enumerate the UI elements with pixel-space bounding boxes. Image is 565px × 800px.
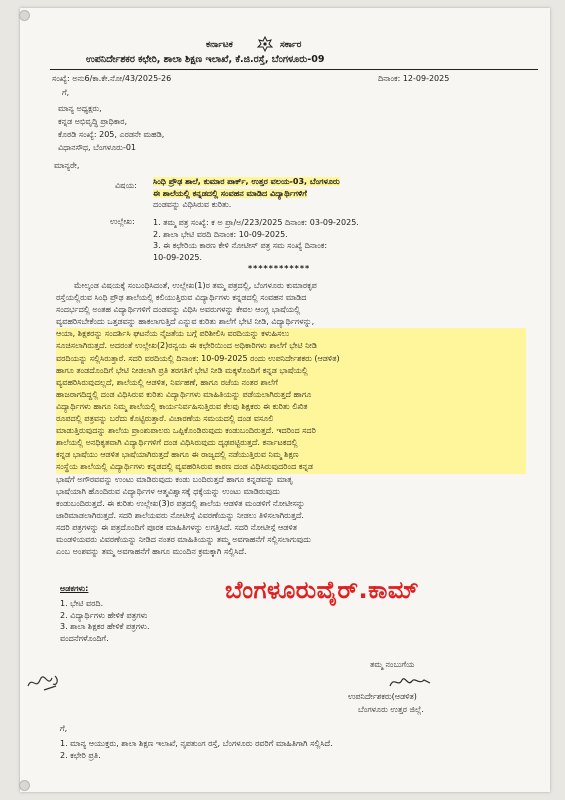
yours-faithfully: ತಮ್ಮ ನಂಬುಗೆಯ [370, 660, 415, 669]
body-line: ಆಯಾ, ಶಿಕ್ಷಕರನ್ನು ಸಂದರ್ಶಿಸಿ ಘಟನೆಯ ನೈಜತೆಯ ಬಗ್ಗೆ ಪರಿಶೀಲಿಸಿ ವರದಿಯನ್ನು ಕಳುಹಿಸಲು [56, 328, 526, 340]
body-line: ಹಾಗೂ ತಂಡದೊಂದಿಗೆ ಭೇಟಿ ನೀಡಲಾಗಿ ಪ್ರತಿ ತರಗತಿಗೆ ಭೇಟಿ ನೀಡಿ ಮಕ್ಕಳೊಂದಿಗೆ ಕನ್ನಡ ಭಾಷೆಯಲ್ಲಿ [56, 365, 526, 377]
subject-label: ವಿಷಯ: [115, 181, 137, 190]
body-line: ವರದಿಯನ್ನು ಸಲ್ಲಿಸಿರುತ್ತಾರೆ. ಸದರಿ ವರದಿಯಲ್ಲಿ ದಿನಾಂಕ: 10-09-2025 ರಂದು ಉಪನಿರ್ದೇಶಕರು (ಆಡಳಿತ) [56, 353, 526, 365]
addressee-line: ಮಾನ್ಯ ಅಧ್ಯಕ್ಷರು, [58, 104, 102, 113]
body-line: ಸಂಸ್ಥೆಯ ಶಾಲೆಯಲ್ಲಿ ವಿದ್ಯಾರ್ಥಿಗಳು ಕನ್ನಡದಲ್ಲಿ ವ್ಯವಹರಿಸಿರುವ ಕಾರಣ ದಂಡ ವಿಧಿಸಿರುವುದರಿಂದ ಕನ್ನಡ [56, 461, 526, 473]
addressee [58, 102, 164, 154]
enclosure-item: 3. ಶಾಲಾ ಶಿಕ್ಷಕರ ಹೇಳಿಕೆ ಪತ್ರಗಳು. [60, 622, 150, 631]
signatory-office: ಬೆಂಗಳೂರು ಉತ್ತರ ಜಿಲ್ಲೆ. [358, 705, 424, 714]
body-line: ರೂಪದಲ್ಲಿ ಪತ್ರವನ್ನು ಬರೆದು ಕೊಟ್ಟಿರುತ್ತಾರೆ. ವಿಚಾರಣೆಯ ಸಮಯದಲ್ಲಿ ದಂಡ ವಸೂಲಿ [56, 413, 526, 425]
copy-list [60, 738, 333, 762]
reference-item: 10-09-2025. [153, 252, 203, 262]
addressee-line: ಕನ್ನಡ ಅಭಿವೃದ್ಧಿ ಪ್ರಾಧಿಕಾರ, [58, 117, 128, 126]
body-line: ವಿದ್ಯಾರ್ಥಿಗಳು ಹಾಗೂ ನಿಮ್ಮ ಶಾಲೆಯಲ್ಲಿ ಕಾರ್ಯನಿರ್ವಹಿಸುತ್ತಿರುವ ಕೆಲವು ಶಿಕ್ಷಕರು ಈ ಕುರಿತು ಲಿಖಿತ [56, 401, 526, 413]
punch-hole [19, 780, 30, 791]
enclosure-item: 2. ವಿದ್ಯಾರ್ಥಿಗಳು ಹೇಳಿಕೆ ಪತ್ರಗಳು [60, 610, 148, 620]
reference-item: 1. ತಮ್ಮ ಪತ್ರ ಸಂಖ್ಯೆ: ಕ ಅ ಪ್ರಾ/ಅ/223/2025 ದಿನಾಂಕ: 03-09-2025. [153, 218, 359, 227]
enclosures-list [60, 598, 149, 644]
header-office: ಉಪನಿರ್ದೇಶಕರ ಕಛೇರಿ, ಶಾಲಾ ಶಿಕ್ಷಣ ಇಲಾಖೆ, ಕೆ.ಜಿ.ರಸ್ತೆ, ಬೆಂಗಳೂರು-09 [86, 54, 325, 65]
separator: ************ [248, 264, 311, 273]
signature-scribble [388, 674, 432, 690]
salutation: ಮಾನ್ಯರೇ, [54, 161, 80, 170]
body-line: ಮಾಡುತ್ತಿರುವುದನ್ನು ಶಾಲೆಯ ಪ್ರಾಂಶುಪಾಲರು ಒಪ್ಪಿಕೊಂಡಿರುವುದು ಕಂಡುಬಂದಿರುತ್ತದೆ. ಇದರಿಂದ ಸದರಿ [56, 425, 526, 437]
body-line: ಜಾರಿಮಾಡಲಾಗಿರುತ್ತದೆ. ಸದರಿ ಶಾಲೆಯವರು ನೋಟೀಸ್ಗೆ ವಿವರಣೆಯನ್ನು ನೀಡಲು ತಿಳಿಸಲಾಗಿರುತ್ತದೆ. [56, 510, 304, 520]
body-line: ಸೂಚಿಸಲಾಗಿರುತ್ತದೆ. ಅದರಂತೆ ಉಲ್ಲೇಖ(2)ರನ್ವಯ ಈ ಕಛೇರಿಯಿಂದ ಅಧಿಕಾರಿಗಳು ಶಾಲೆಗೆ ಭೇಟಿ ನೀಡಿ [56, 340, 526, 352]
body-line: ಕಂಡುಬಂದಿರುತ್ತದೆ. ಈ ಕುರಿತು ಉಲ್ಲೇಖ(3)ರ ಪತ್ರದಲ್ಲಿ ಶಾಲೆಯ ಆಡಳಿತ ಮಂಡಳಿಗೆ ನೋಟೀಸನ್ನು [56, 498, 305, 508]
enclosure-item: 1. ಭೇಟಿ ವರದಿ. [60, 599, 104, 608]
body-line: ಎಂಬ ಅಂಶವನ್ನು ತಮ್ಮ ಅವಗಾಹನೆಗೆ ಹಾಗೂ ಮುಂದಿನ ಕ್ರಮಕ್ಕಾಗಿ ಸಲ್ಲಿಸಿದೆ. [56, 547, 247, 557]
handwritten-initials [26, 672, 62, 694]
reference-item: 3. ಈ ಕಛೇರಿಯ ಕಾರಣ ಕೇಳಿ ನೋಟೀಸ್ ಪತ್ರ ಸಮ ಸಂಖ್ಯೆ ದಿನಾಂಕ: [153, 241, 328, 250]
body-line: ಮಂಡಳಿಯವರು ವಿವರಣೆಯನ್ನು ನೀಡಿದ ನಂತರ ಮಾಹಿತಿಯನ್ನು ತಮ್ಮ ಅವಗಾಹನೆಗೆ ಸಲ್ಲಿಸಲಾಗುವುದು [56, 534, 311, 544]
body-line: ಶಾಲೆಯಲ್ಲಿ ಅನಧಿಕೃತವಾಗಿ ವಿದ್ಯಾರ್ಥಿಗಳಿಗೆ ದಂಡ ವಿಧಿಸಿರುವುದು ದೃಢಪಟ್ಟಿರುತ್ತದೆ. ಕರ್ನಾಟಕದಲ್ಲಿ [56, 437, 526, 449]
closing-line: ವಂದನೆಗಳೊಂದಿಗೆ. [60, 633, 109, 643]
punch-hole [19, 10, 30, 21]
subject-line: ಸಿಂಧಿ ಪ್ರೌಢ ಶಾಲೆ, ಕುಮಾರ ಪಾರ್ಕ್, ಉತ್ತರ ವಲಯ-03, ಬೆಂಗಳೂರು [153, 177, 340, 186]
subject-line: ದಂಡವನ್ನು ವಿಧಿಸಿರುವ ಕುರಿತು. [153, 200, 232, 209]
header-govt: ಸರ್ಕಾರ [280, 40, 302, 50]
addressee-line: ಕೊಠಡಿ ಸಂಖ್ಯೆ: 205, ಎರಡನೇ ಮಹಡಿ, [58, 130, 165, 139]
watermark: ಬೆಂಗಳೂರುವೈರ್.ಕಾಮ್ [225, 576, 420, 604]
body-line: ಭಾಷೆಯಾಗಿ ಹೊಂದಿರುವ ವಿದ್ಯಾರ್ಥಿಗಳ ಆತ್ಮವಿಶ್ವಾಸಕ್ಕೆ ಧಕ್ಕೆಯನ್ನು ಉಂಟು ಮಾಡಿರುವುದು [56, 486, 280, 496]
copy-item: 2. ಕಛೇರಿ ಪ್ರತಿ. [60, 751, 101, 760]
references-label: ಉಲ್ಲೇಖ: [110, 217, 135, 226]
signatory-designation: ಉಪನಿರ್ದೇಶಕರು(ಆಡಳಿತ) [348, 692, 417, 701]
header-rule [50, 69, 538, 70]
to-prefix: ಗೆ, [62, 88, 70, 97]
body-line: ಭಾಷೆಗೆ ಅಗೌರವವನ್ನು ಉಂಟು ಮಾಡಿರುವುದು ಕಂಡು ಬಂದಿರುತ್ತದೆ ಹಾಗೂ ಕನ್ನಡವನ್ನು ಮಾತೃ [56, 474, 293, 484]
copy-prefix: ಗೆ, [60, 724, 68, 733]
subject-line: ಈ ಶಾಲೆಯಲ್ಲಿ ಕನ್ನಡದಲ್ಲಿ ಸಂವಹನ ಮಾಡಿದ ವಿದ್ಯಾರ್ಥಿಗಳಿಗೆ [153, 188, 307, 198]
header-state: ಕರ್ನಾಟಕ [206, 40, 233, 50]
body-line: ಕನ್ನಡ ಭಾಷೆಯು ಆಡಳಿತ ಭಾಷೆಯಾಗಿರುತ್ತದೆ ಹಾಗೂ ಈ ರಾಜ್ಯದಲ್ಲಿ ನಡೆಯುತ್ತಿರುವ ನಿಮ್ಮ ಶಿಕ್ಷಣ [56, 449, 526, 461]
letter-date: ದಿನಾಂಕ: 12-09-2025 [378, 74, 450, 83]
body-line: ಸದರಿ ಪತ್ರಗಳನ್ನು ಈ ಪತ್ರದೊಂದಿಗೆ ಪೂರಕ ಮಾಹಿತಿಗಳನ್ನು ಲಗತ್ತಿಸಿದೆ. ಸದರಿ ನೋಟೀಸ್ಗೆ ಆಡಳಿತ [56, 522, 297, 532]
enclosures-label: ಅಡಕಗಳು: [60, 584, 89, 593]
subject [153, 176, 340, 211]
references-list [153, 217, 359, 263]
body-line: ವ್ಯವಹರಿಸಿರುವುದಲ್ಲದೆ, ಶಾಲೆಯಲ್ಲಿ ಆಡಳಿತ, ನಿರ್ವಹಣೆ, ಹಾಗೂ ರಜೆಯ ನಂತರ ಶಾಲೆಗೆ [56, 377, 526, 389]
state-emblem-icon [256, 36, 274, 52]
letter-page [20, 8, 550, 792]
body-line: ಮೇಲ್ಕಂಡ ವಿಷಯಕ್ಕೆ ಸಂಬಂಧಿಸಿದಂತೆ, ಉಲ್ಲೇಖ(1)ರ ತಮ್ಮ ಪತ್ರದಲ್ಲಿ, ಬೆಂಗಳೂರು ಕುಮಾರಕೃಪ [74, 281, 317, 290]
body-line: ರಸ್ತೆಯಲ್ಲಿರುವ ಸಿಂಧಿ ಪ್ರೌಢ ಶಾಲೆಯಲ್ಲಿ ಕಲಿಯುತ್ತಿರುವ ವಿದ್ಯಾರ್ಥಿಗಳು ಕನ್ನಡದಲ್ಲಿ ಸಂವಹನ ಮಾಡಿದ [56, 293, 307, 303]
body-line: ಹಾಜರಾಗದಿದ್ದಲ್ಲಿ ದಂಡ ವಿಧಿಸಿರುವ ಕುರಿತು ವಿದ್ಯಾರ್ಥಿಗಳು ಮಾಹಿತಿಯನ್ನು ಪಡೆಯಲಾಗಿರುತ್ತದೆ ಹಾಗೂ [56, 389, 526, 401]
body-line: ಸಂದರ್ಭದಲ್ಲಿ ಅಂತಹ ವಿದ್ಯಾರ್ಥಿಗಳಿಗೆ ದಂಡವನ್ನು ವಿಧಿಸಿ ಅವರುಗಳನ್ನು ಕೇವಲ ಆಂಗ್ಲ ಭಾಷೆಯಲ್ಲಿ [56, 305, 301, 315]
addressee-line: ವಿಧಾನಸೌಧ, ಬೆಂಗಳೂರು-01 [58, 143, 137, 152]
body-line: ವ್ಯವಹರಿಸಬೇಕೆಂದು ಒತ್ತಡವನ್ನು ಹಾಕಲಾಗುತ್ತಿದೆ ಎನ್ನುವ ಕುರಿತು ಶಾಲೆಗೆ ಭೇಟಿ ನೀಡಿ, ವಿದ್ಯಾರ್ಥಿಗಳನ್ನು, [56, 317, 315, 327]
copy-item: 1. ಮಾನ್ಯ ಆಯುಕ್ತರು, ಶಾಲಾ ಶಿಕ್ಷಣ ಇಲಾಖೆ, ನೃಪತುಂಗ ರಸ್ತೆ, ಬೆಂಗಳೂರು ರವರಿಗೆ ಮಾಹಿತಿಗಾಗಿ ಸಲ್ಲಿಸಿದೆ. [60, 739, 333, 748]
reference-number: ಸಂಖ್ಯೆ: ಅನು6/ಕಾ.ಕೇ.ನೋ/43/2025-26 [52, 74, 172, 83]
reference-item: 2. ಶಾಲಾ ಭೇಟಿ ವರದಿ ದಿನಾಂಕ: 10-09-2025. [153, 229, 288, 239]
body-paragraph [56, 280, 526, 558]
